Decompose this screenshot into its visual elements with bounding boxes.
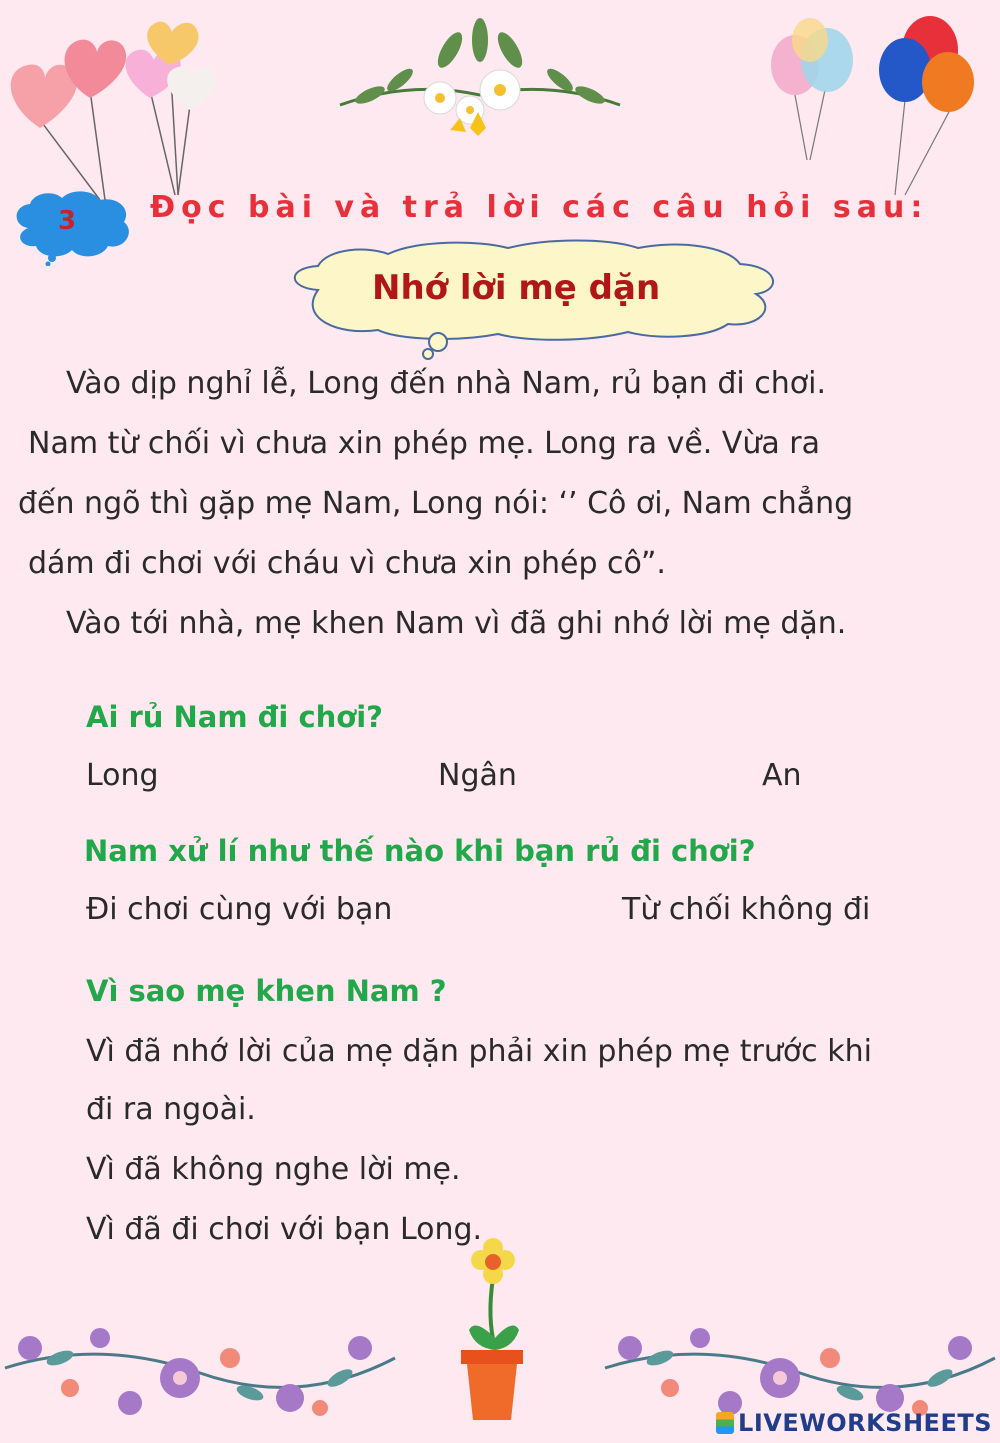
logo-text: LIVEWORKSHEETS — [738, 1409, 992, 1437]
answer-option-disobeyed[interactable]: Vì đã không nghe lời mẹ. — [86, 1152, 461, 1187]
flower-pot-decoration — [455, 1238, 535, 1428]
story-line: Vào tới nhà, mẹ khen Nam vì đã ghi nhớ lời mẹ dặn. — [66, 606, 847, 641]
answer-option-remembered-line2[interactable]: đi ra ngoài. — [86, 1092, 256, 1127]
balloons-left-decoration — [0, 10, 230, 200]
story-line: Vào dịp nghỉ lễ, Long đến nhà Nam, rủ bạn đi chơi. — [66, 366, 826, 401]
answer-option-played-with-long[interactable]: Vì đã đi chơi với bạn Long. — [86, 1212, 483, 1247]
answer-option-remembered-line1[interactable]: Vì đã nhớ lời của mẹ dặn phải xin phép mẹ trước khi — [86, 1034, 872, 1069]
exercise-number: 3 — [58, 206, 77, 236]
answer-option-play-with-friend[interactable]: Đi chơi cùng với bạn — [86, 892, 393, 927]
answer-option-long[interactable]: Long — [86, 758, 159, 793]
answer-option-ngan[interactable]: Ngân — [438, 758, 517, 793]
story-line: Nam từ chối vì chưa xin phép mẹ. Long ra về. Vừa ra — [28, 426, 821, 461]
question-1: Ai rủ Nam đi chơi? — [86, 700, 383, 734]
flowers-top-decoration — [330, 10, 630, 150]
question-3: Vì sao mẹ khen Nam ? — [86, 974, 447, 1008]
answer-option-refuse[interactable]: Từ chối không đi — [622, 892, 871, 927]
story-line: đến ngõ thì gặp mẹ Nam, Long nói: ‘’ Cô ơi, Nam chẳng — [18, 486, 854, 521]
story-title: Nhớ lời mẹ dặn — [372, 268, 661, 308]
floral-border-left-decoration — [0, 1318, 400, 1428]
story-line: dám đi chơi với cháu vì chưa xin phép cô”. — [28, 546, 666, 581]
instruction-heading: Đọc bài và trả lời các câu hỏi sau: — [150, 190, 929, 225]
logo-icon — [716, 1412, 734, 1434]
answer-option-an[interactable]: An — [762, 758, 802, 793]
balloons-right-decoration — [765, 10, 995, 200]
question-2: Nam xử lí như thế nào khi bạn rủ đi chơi? — [84, 834, 756, 868]
liveworksheets-logo — [716, 1409, 992, 1437]
